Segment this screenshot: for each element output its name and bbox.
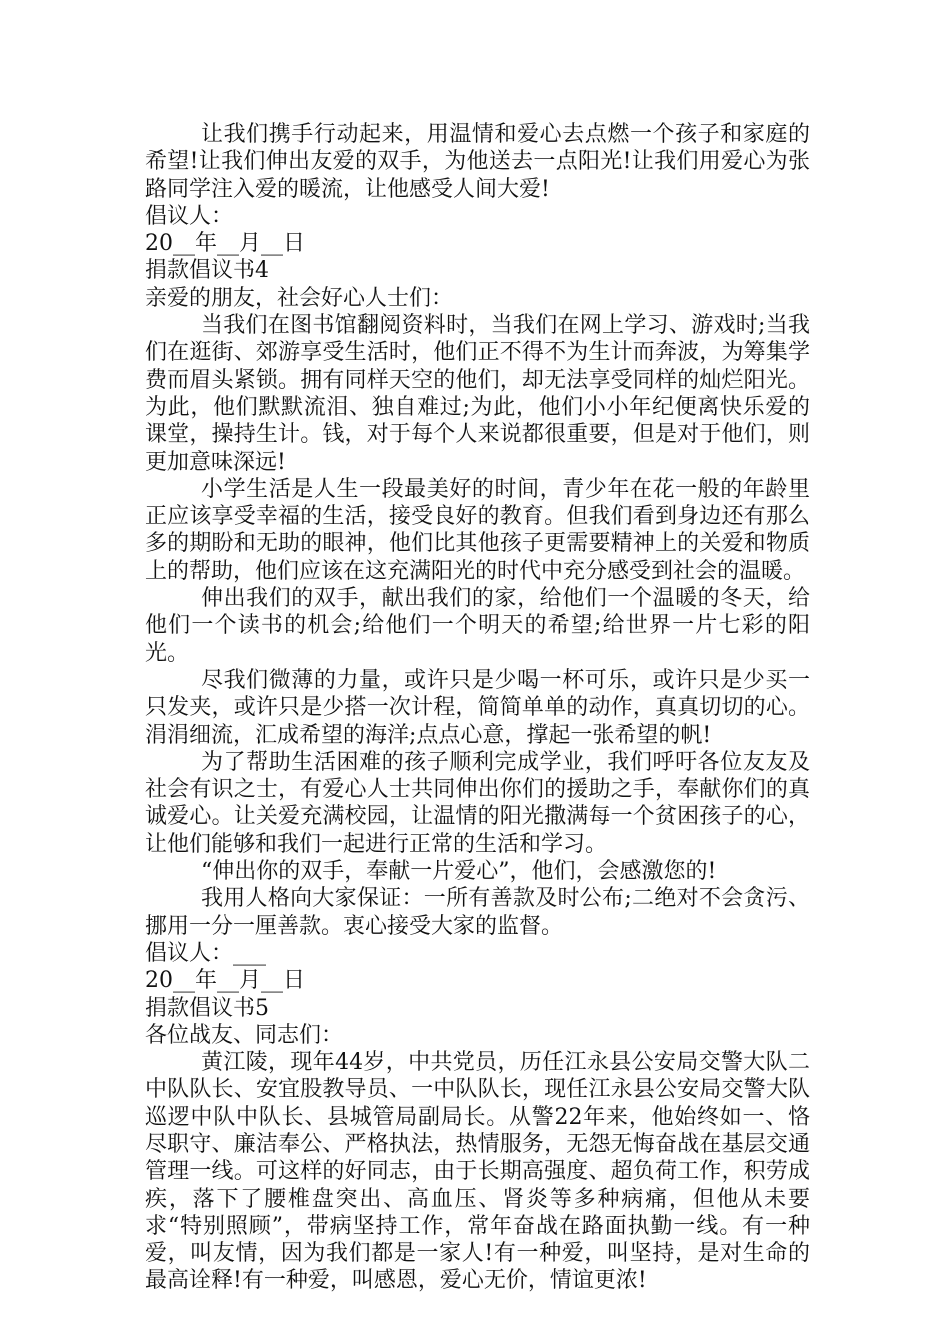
paragraph-slogan: “伸出你的双手，奉献一片爱心”，他们，会感激您的!	[201, 859, 717, 885]
paragraph-guarantee: 我用人格向大家保证：一所有善款及时公布;二绝对不会贪污、挪用一分一厘善款。衷心接受大家的监督。	[145, 886, 810, 939]
paragraph-call-to-action: 为了帮助生活困难的孩子顺利完成学业，我们呼吁各位友友及社会有识之士，有爱心人士共同伸出你们的援助之手，奉献你们的真诚爱心。让关爱充满校园，让温情的阳光撒满每一个贫困孩子的心，让他们能够和我们一起进行正常的生活和学习。	[145, 749, 810, 857]
date-line-2: 20__年__月__日	[145, 968, 305, 994]
greeting-4: 亲爱的朋友，社会好心人士们：	[145, 285, 454, 311]
paragraph-closing-appeal: 让我们携手行动起来，用温情和爱心去点燃一个孩子和家庭的希望!让我们伸出友爱的双手，为他送去一点阳光!让我们用爱心为张路同学注入爱的暖流，让他感受人间大爱!	[145, 122, 810, 202]
date-line-1: 20__年__月__日	[145, 231, 305, 257]
greeting-5: 各位战友、同志们：	[145, 1022, 344, 1048]
signature-line-1: 倡议人：	[145, 203, 234, 229]
paragraph-small-efforts: 尽我们微薄的力量，或许只是少喝一杯可乐，或许只是少买一只发夹，或许只是少搭一次计程，简简单单的动作，真真切切的心。涓涓细流，汇成希望的海洋;点点心意，撑起一张希望的帆!	[145, 667, 810, 748]
document-page	[145, 121, 810, 1295]
signature-line-2: 倡议人：___	[145, 940, 267, 966]
paragraph-huang-jiangling: 黄江陵，现年44岁，中共党员，历任江永县公安局交警大队二中队队长、安宜股教导员、一中队队长，现任江永县公安局交警大队巡逻中队中队长、县城管局副局长。从警22年来，他始终如一、恪尽职守、廉洁奉公、严格执法，热情服务，无怨无悔奋战在基层交通管理一线。可这样的好同志，由于长期高强度、超负荷工作，积劳成疾，落下了腰椎盘突出、高血压、肾炎等多种病痛，但他从未要求“特别照顾”，带病坚持工作，常年奋战在路面执勤一线。有一种爱，叫友情，因为我们都是一家人!有一种爱，叫坚持，是对生命的最高诠释!有一种爱，叫感恩，爱心无价，情谊更浓!	[145, 1050, 810, 1294]
section-title-5: 捐款倡议书5	[145, 995, 269, 1021]
paragraph-school-life: 小学生活是人生一段最美好的时间，青少年在花一般的年龄里正应该享受幸福的生活，接受良好的教育。但我们看到身边还有那么多的期盼和无助的眼神，他们比其他孩子更需要精神上的关爱和物质上的帮助，他们应该在这充满阳光的时代中充分感受到社会的温暖。	[145, 476, 810, 584]
paragraph-library: 当我们在图书馆翻阅资料时，当我们在网上学习、游戏时;当我们在逛街、郊游享受生活时，他们正不得不为生计而奔波，为筹集学费而眉头紧锁。拥有同样天空的他们，却无法享受同样的灿烂阳光。为此，他们默默流泪、独自难过;为此，他们小小年纪便离快乐爱的课堂，操持生计。钱，对于每个人来说都很重要，但是对于他们，则更加意味深远!	[145, 313, 810, 475]
paragraph-extend-hands: 伸出我们的双手，献出我们的家，给他们一个温暖的冬天，给他们一个读书的机会;给他们一个明天的希望;给世界一片七彩的阳光。	[145, 586, 810, 666]
section-title-4: 捐款倡议书4	[145, 258, 269, 284]
